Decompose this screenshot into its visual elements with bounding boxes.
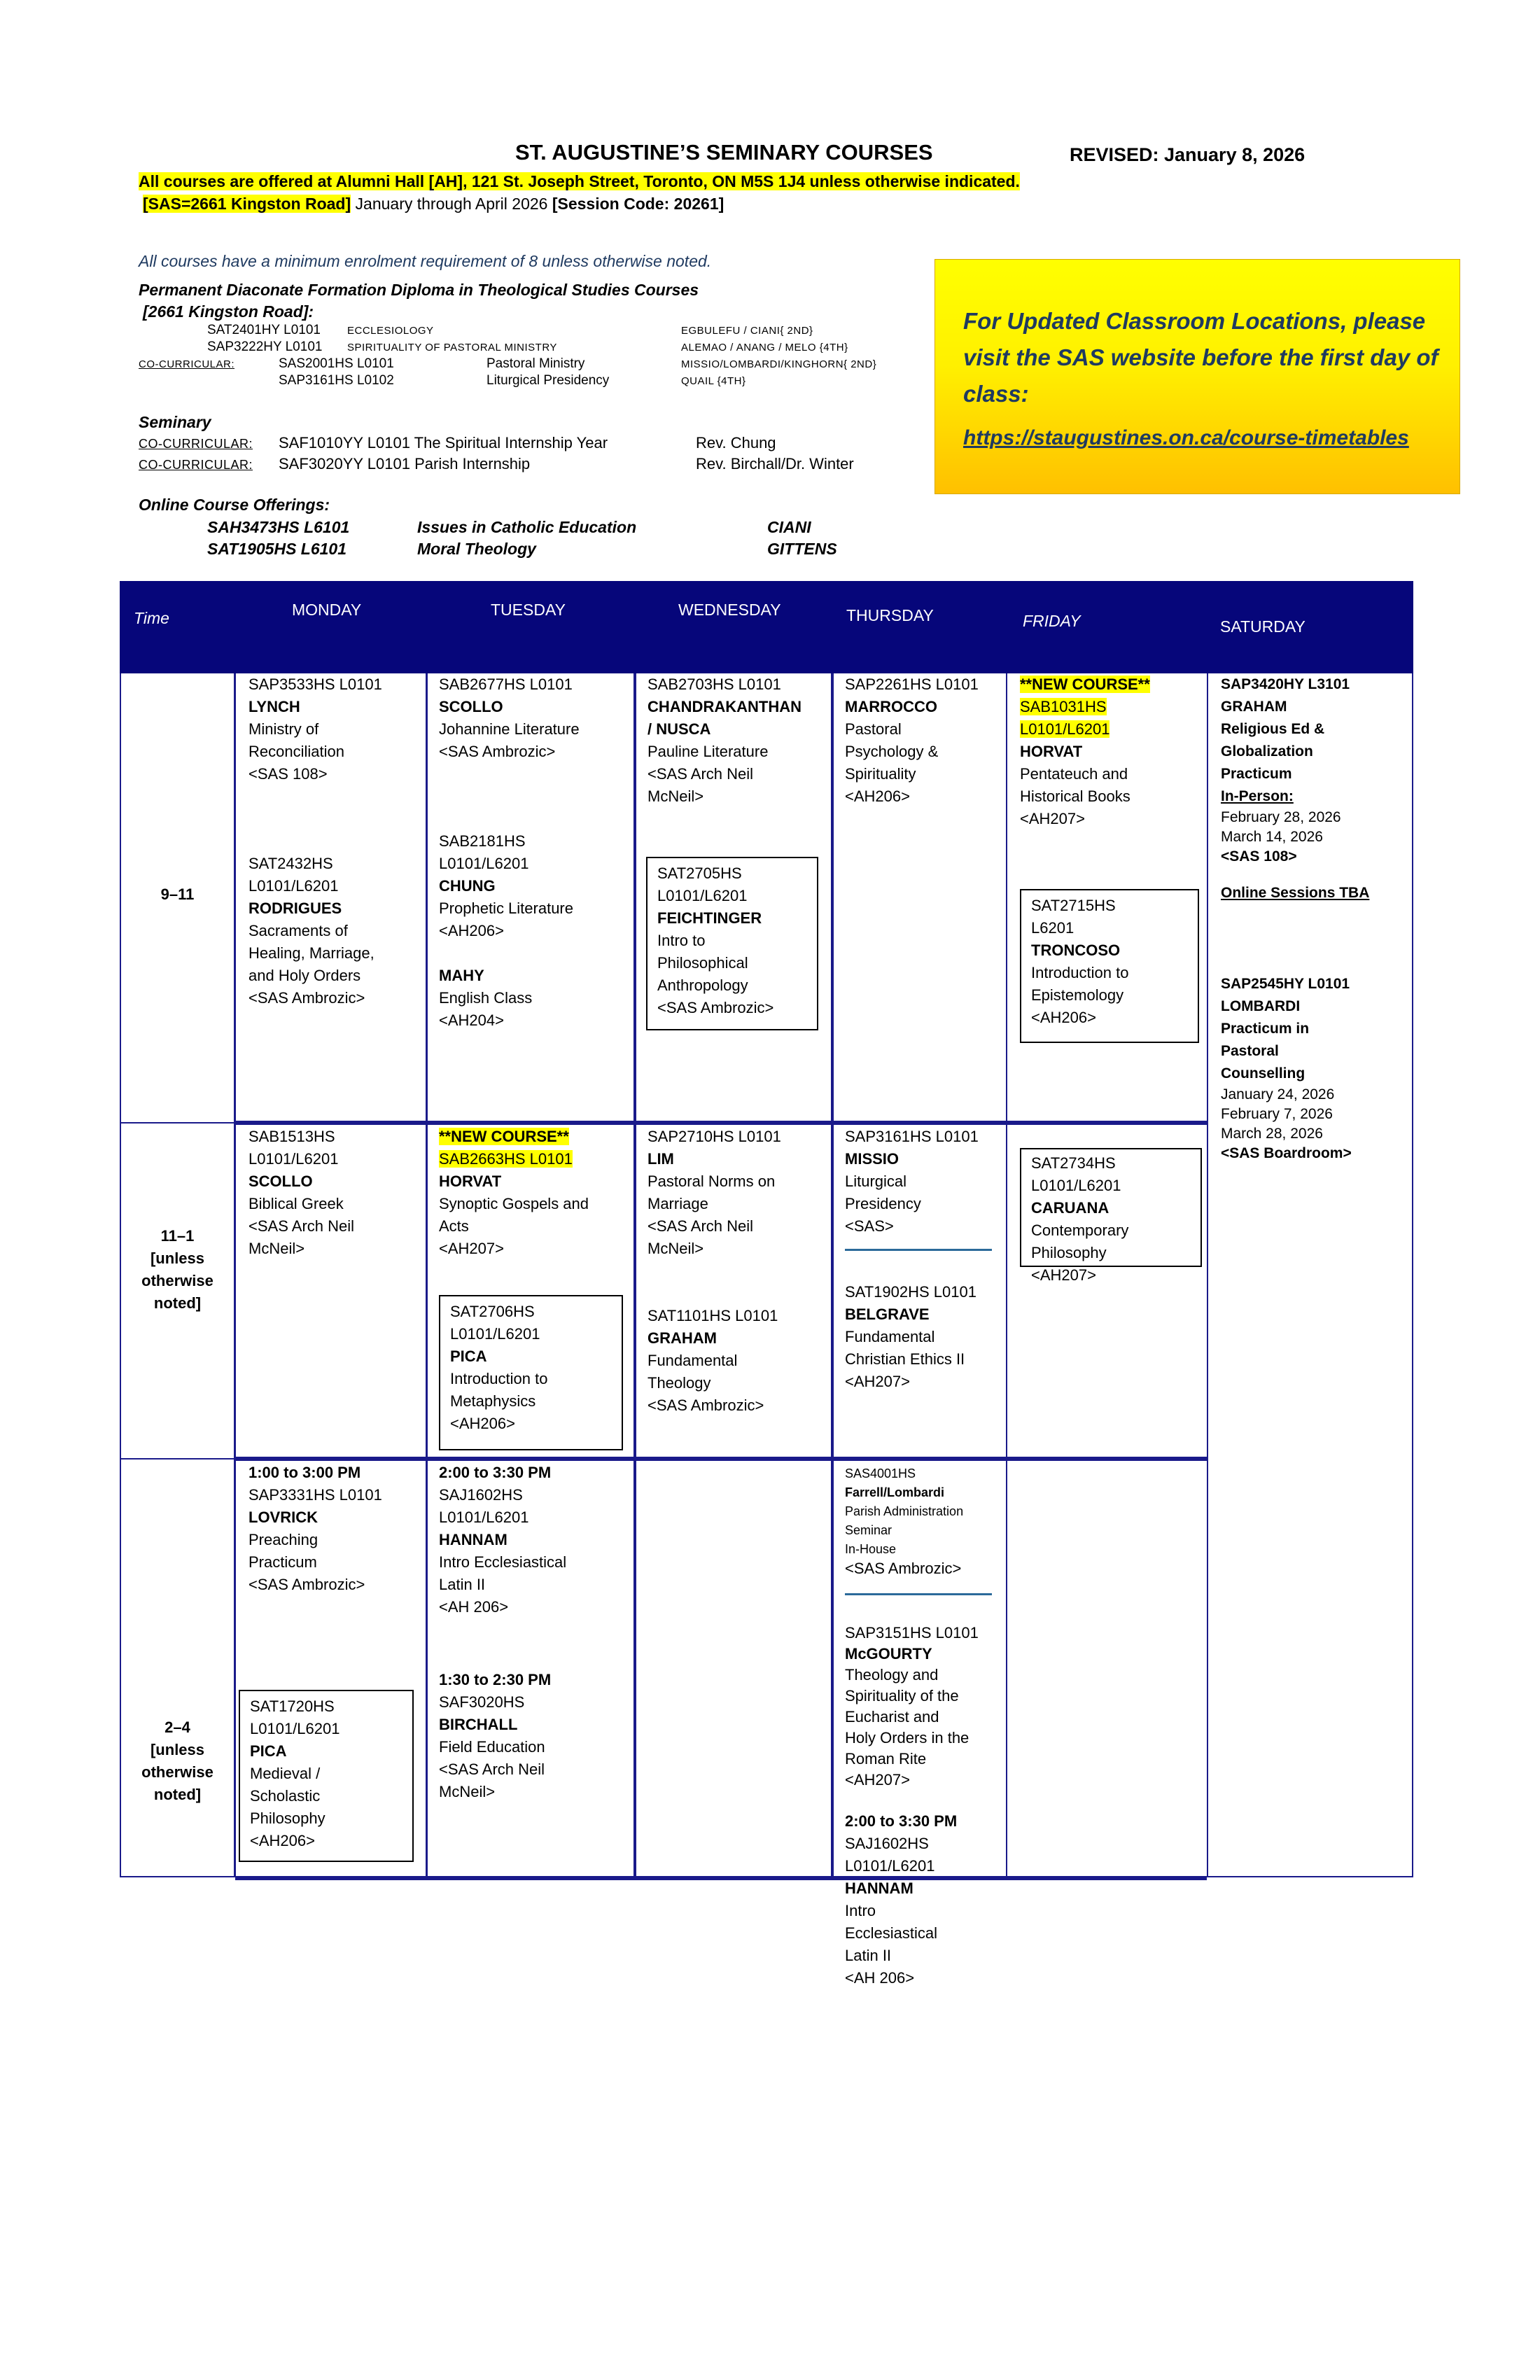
divider: [845, 1249, 992, 1251]
online-course-code: SAT1905HS L6101: [207, 540, 347, 558]
session-line: [SAS=2661 Kingston Road] January through April 2026 [Session Code: 20261]: [143, 195, 724, 213]
cocurricular-row-instructor: MISSIO/LOMBARDI/KINGHORN{ 2ND}: [681, 358, 877, 370]
course-wednesday-row2b: SAT1101HS L0101 GRAHAM Fundamental Theology <SAS Ambrozic>: [648, 1307, 778, 1414]
course-saturday-1: SAP3420HY L3101 GRAHAM Religious Ed & Globalization Practicum In-Person: February 28, 2026 March 14, 2026 <SAS 108>: [1221, 676, 1350, 864]
location-note: All courses are offered at Alumni Hall [AH], 121 St. Joseph Street, Toronto, ON M5S 1J4 unless otherwise indicated.: [139, 172, 1020, 190]
online-course-code: SAH3473HS L6101: [207, 518, 350, 536]
seminary-instructor: Rev. Chung: [696, 434, 776, 451]
course-monday-row3: 1:00 to 3:00 PM SAP3331HS L0101 LOVRICK Preaching Practicum <SAS Ambrozic>: [248, 1464, 382, 1593]
course-wednesday-box: SAT2705HS L0101/L6201 FEICHTINGER Intro to Philosophical Anthropology <SAS Ambrozic>: [646, 857, 818, 1030]
seminary-cocurricular-label: CO-CURRICULAR:: [139, 458, 253, 472]
course-saturday-2: SAP2545HY L0101 LOMBARDI Practicum in Pastoral Counselling January 24, 2026 February 7, 2026 March 28, 2026 <SAS Boardroom>: [1221, 976, 1352, 1161]
course-friday-box: SAT2715HS L6201 TRONCOSO Introduction to Epistemology <AH206>: [1020, 889, 1199, 1043]
online-heading: Online Course Offerings:: [139, 496, 330, 514]
seminary-course: SAF3020YY L0101 Parish Internship: [279, 455, 531, 472]
online-course-title: Issues in Catholic Education: [417, 518, 637, 536]
course-friday-row2-box: SAT2734HS L0101/L6201 CARUANA Contemporary Philosophy <AH207>: [1020, 1148, 1202, 1267]
diaconate-row-instructor: ALEMAO / ANANG / MELO {4TH}: [681, 342, 848, 354]
col-tuesday: TUESDAY: [491, 601, 566, 619]
schedule-header: [120, 581, 1413, 673]
diaconate-row-course: SPIRITUALITY OF PASTORAL MINISTRY: [347, 342, 557, 354]
diaconate-row-code: SAP3222HY L0101: [207, 340, 323, 354]
course-wednesday-row2: SAP2710HS L0101 LIM Pastoral Norms on Marriage <SAS Arch Neil McNeil>: [648, 1128, 781, 1257]
col-monday: MONDAY: [292, 601, 362, 619]
cocurricular-row-course: Liturgical Presidency: [486, 373, 610, 388]
diaconate-row-code: SAT2401HY L0101: [207, 323, 321, 337]
classroom-info-message: For Updated Classroom Locations, please visit the SAS website before the first day of class:: [963, 308, 1438, 407]
page-title: ST. AUGUSTINE’S SEMINARY COURSES: [515, 140, 933, 164]
col-wednesday: WEDNESDAY: [678, 601, 781, 619]
course-thursday-row3-seminar: SAS4001HS Farrell/Lombardi Parish Administration Seminar In-House <SAS Ambrozic>: [845, 1466, 964, 1577]
course-thursday-row3: SAP3151HS L0101 McGOURTY Theology and Spirituality of the Eucharist and Holy Orders in the Roman Rite <AH207>: [845, 1624, 979, 1788]
seminary-heading: Seminary: [139, 413, 211, 431]
cocurricular-row-course: Pastoral Ministry: [486, 356, 585, 371]
seminary-cocurricular-label: CO-CURRICULAR:: [139, 437, 253, 451]
online-course-instructor: CIANI: [767, 518, 811, 536]
course-wednesday-1: SAB2703HS L0101 CHANDRAKANTHAN / NUSCA Pauline Literature <SAS Arch Neil McNeil>: [648, 676, 802, 805]
course-tuesday-3: MAHY English Class <AH204>: [439, 967, 533, 1029]
online-course-title: Moral Theology: [417, 540, 536, 558]
slot-9-11: 9–11: [160, 886, 195, 903]
classroom-info-box: [934, 259, 1460, 494]
schedule-table: [120, 581, 1413, 1987]
saturday-online-note: Online Sessions TBA: [1221, 885, 1370, 901]
seminary-instructor: Rev. Birchall/Dr. Winter: [696, 455, 854, 472]
revised-date: REVISED: January 8, 2026: [1070, 144, 1306, 165]
course-monday-row3-box: SAT1720HS L0101/L6201 PICA Medieval / Scholastic Philosophy <AH206>: [239, 1690, 414, 1862]
timetables-link[interactable]: https://staugustines.on.ca/course-timetables: [963, 426, 1409, 449]
course-tuesday-row3b: 1:30 to 2:30 PM SAF3020HS BIRCHALL Field Education <SAS Arch Neil McNeil>: [439, 1671, 552, 1800]
slot-11-1: 11–1 [unless otherwise noted]: [141, 1227, 214, 1312]
course-friday-1: **NEW COURSE** SAB1031HS L0101/L6201 HORVAT Pentateuch and Historical Books <AH207>: [1020, 676, 1150, 827]
diaconate-location: [2661 Kingston Road]:: [143, 302, 314, 321]
col-friday: FRIDAY: [1023, 612, 1081, 630]
divider: [845, 1593, 992, 1595]
slot-2-4: 2–4 [unless otherwise noted]: [141, 1718, 214, 1803]
course-thursday-1: SAP2261HS L0101 MARROCCO Pastoral Psychology & Spirituality <AH206>: [845, 676, 979, 805]
course-tuesday-row3: 2:00 to 3:30 PM SAJ1602HS L0101/L6201 HANNAM Intro Ecclesiastical Latin II <AH 206>: [439, 1464, 567, 1616]
cocurricular-row-instructor: QUAIL {4TH}: [681, 375, 746, 387]
course-thursday-row2b: SAT1902HS L0101 BELGRAVE Fundamental Christian Ethics II <AH207>: [845, 1283, 976, 1390]
course-tuesday-2: SAB2181HS L0101/L6201 CHUNG Prophetic Literature <AH206>: [439, 832, 573, 939]
course-tuesday-box: SAT2706HS L0101/L6201 PICA Introduction to Metaphysics <AH206>: [439, 1295, 623, 1450]
minimum-enrolment-note: All courses have a minimum enrolment requirement of 8 unless otherwise noted.: [139, 252, 712, 270]
course-monday-1: SAP3533HS L0101 LYNCH Ministry of Reconciliation <SAS 108>: [248, 676, 382, 783]
course-tuesday-1: SAB2677HS L0101 SCOLLO Johannine Literature <SAS Ambrozic>: [439, 676, 580, 760]
cocurricular-row-code: SAP3161HS L0102: [279, 373, 394, 388]
cocurricular-row-code: SAS2001HS L0101: [279, 356, 394, 371]
course-thursday-row3b: 2:00 to 3:30 PM SAJ1602HS L0101/L6201 HANNAM Intro Ecclesiastical Latin II <AH 206>: [845, 1812, 958, 1987]
course-thursday-row2: SAP3161HS L0101 MISSIO Liturgical Presidency <SAS>: [845, 1128, 979, 1235]
online-course-instructor: GITTENS: [767, 540, 837, 558]
seminary-course: SAF1010YY L0101 The Spiritual Internship Year: [279, 434, 608, 451]
diaconate-row-instructor: EGBULEFU / CIANI{ 2ND}: [681, 325, 813, 337]
course-monday-2: SAT2432HS L0101/L6201 RODRIGUES Sacraments of Healing, Marriage, and Holy Orders <SAS Ambrozic>: [248, 855, 374, 1007]
diaconate-heading: Permanent Diaconate Formation Diploma in Theological Studies Courses: [139, 281, 699, 299]
course-tuesday-row2: **NEW COURSE** SAB2663HS L0101 HORVAT Synoptic Gospels and Acts <AH207>: [439, 1128, 589, 1257]
col-time: Time: [134, 609, 169, 627]
col-thursday: THURSDAY: [846, 606, 934, 624]
cocurricular-label: CO-CURRICULAR:: [139, 358, 235, 370]
diaconate-row-course: ECCLESIOLOGY: [347, 325, 434, 337]
course-monday-row2: SAB1513HS L0101/L6201 SCOLLO Biblical Greek <SAS Arch Neil McNeil>: [248, 1128, 355, 1257]
col-saturday: SATURDAY: [1220, 617, 1306, 636]
